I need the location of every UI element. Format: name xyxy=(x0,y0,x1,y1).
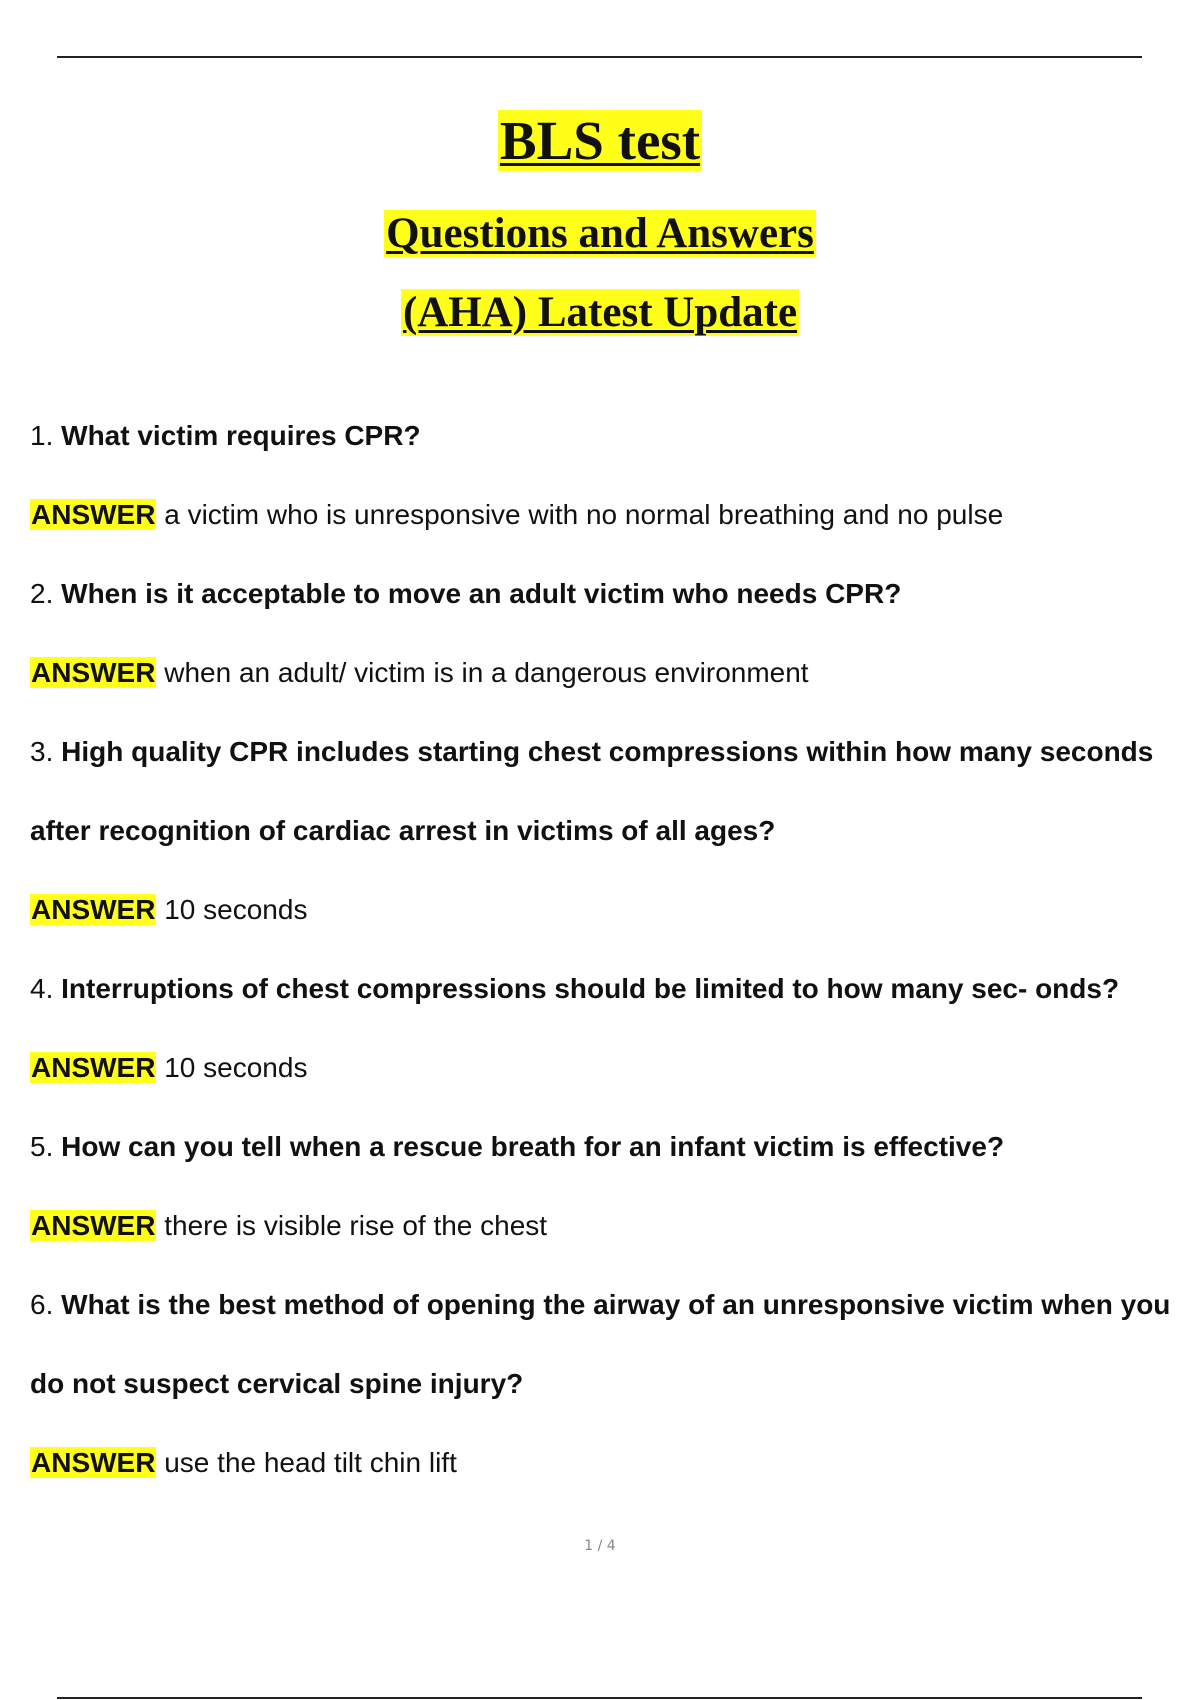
document-subtitle-2-text: (AHA) Latest Update xyxy=(402,289,798,336)
answer-text: 10 seconds xyxy=(164,894,308,925)
question-2 xyxy=(30,574,1190,614)
answer-text: there is visible rise of the chest xyxy=(164,1210,548,1241)
answer-5 xyxy=(30,1206,1190,1246)
answer-text: 10 seconds xyxy=(164,1052,308,1083)
answer-label: ANSWER xyxy=(31,1052,156,1083)
top-divider xyxy=(57,56,1142,58)
question-3-continued xyxy=(30,811,1190,851)
question-number: 2. xyxy=(30,578,54,609)
answer-text: when an adult/ victim is in a dangerous environment xyxy=(164,657,809,688)
question-text: High quality CPR includes starting chest compressions within how many seconds xyxy=(61,736,1154,767)
answer-4 xyxy=(30,1048,1190,1088)
answer-text: use the head tilt chin lift xyxy=(164,1447,457,1478)
question-text-continued: after recognition of cardiac arrest in victims of all ages? xyxy=(30,815,776,846)
answer-2 xyxy=(30,653,1190,693)
document-subtitle-1 xyxy=(0,206,1200,262)
document-subtitle-2 xyxy=(0,285,1200,341)
question-number: 5. xyxy=(30,1131,54,1162)
answer-1 xyxy=(30,495,1190,535)
document-title-text: BLS test xyxy=(499,110,701,171)
answer-text: a victim who is unresponsive with no normal breathing and no pulse xyxy=(164,499,1004,530)
question-number: 6. xyxy=(30,1289,54,1320)
document-title xyxy=(0,106,1200,176)
question-number: 4. xyxy=(30,973,54,1004)
question-text: What is the best method of opening the airway of an unresponsive victim when you xyxy=(61,1289,1171,1320)
page-indicator: 1 / 4 xyxy=(584,1538,616,1554)
question-number: 3. xyxy=(30,736,54,767)
answer-label: ANSWER xyxy=(31,499,156,530)
question-6-continued xyxy=(30,1364,1190,1404)
question-1 xyxy=(30,416,1190,456)
question-text: Interruptions of chest compressions should be limited to how many sec- onds? xyxy=(61,973,1120,1004)
answer-6 xyxy=(30,1443,1190,1483)
document-subtitle-1-text: Questions and Answers xyxy=(386,210,814,257)
question-6 xyxy=(30,1285,1190,1325)
question-text: What victim requires CPR? xyxy=(61,420,421,451)
question-text-continued: do not suspect cervical spine injury? xyxy=(30,1368,524,1399)
answer-label: ANSWER xyxy=(31,894,156,925)
bottom-divider xyxy=(57,1697,1142,1699)
question-number: 1. xyxy=(30,420,54,451)
question-text: How can you tell when a rescue breath for an infant victim is effective? xyxy=(61,1131,1005,1162)
question-4 xyxy=(30,969,1190,1009)
question-text: When is it acceptable to move an adult victim who needs CPR? xyxy=(61,578,902,609)
answer-label: ANSWER xyxy=(31,1447,156,1478)
answer-label: ANSWER xyxy=(31,1210,156,1241)
answer-3 xyxy=(30,890,1190,930)
question-3 xyxy=(30,732,1190,772)
question-5 xyxy=(30,1127,1190,1167)
answer-label: ANSWER xyxy=(31,657,156,688)
